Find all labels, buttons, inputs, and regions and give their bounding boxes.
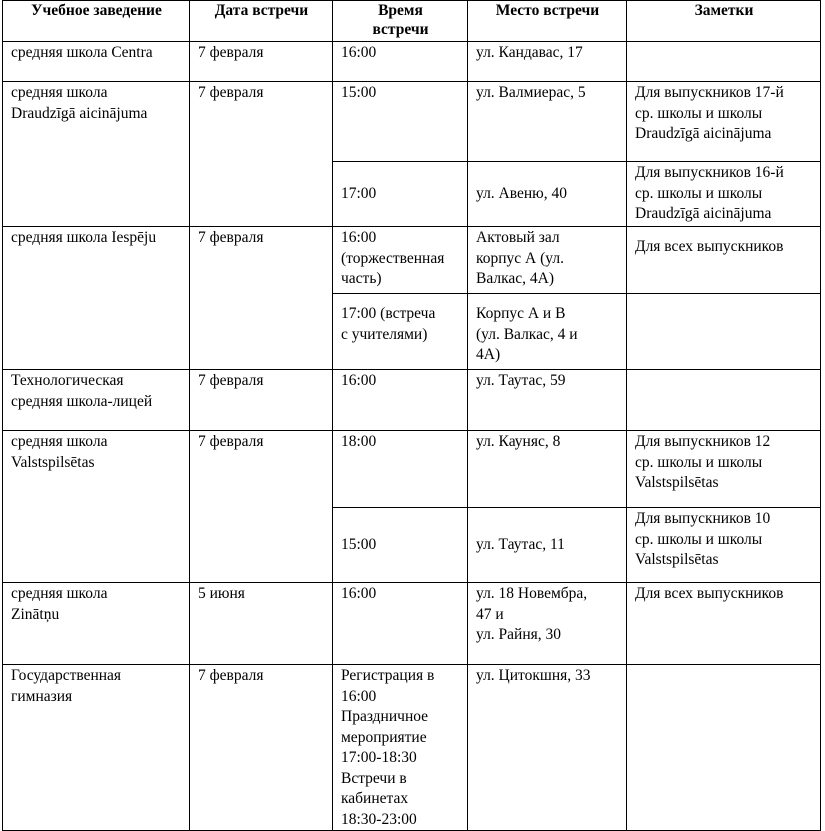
table-row: [3, 431, 821, 508]
header-row: [3, 1, 821, 42]
institution-cell: Технологическая средняя школа-лицей: [3, 370, 190, 431]
date-cell: 7 февраля: [190, 431, 333, 583]
institution-cell: Государственная гимназия: [3, 665, 190, 831]
time-cell: 16:00: [333, 42, 468, 82]
place-cell: ул. Валмиерас, 5: [468, 82, 627, 162]
table-row: [3, 82, 821, 162]
place-cell: ул. Кауняс, 8: [468, 431, 627, 508]
notes-cell: Для всех выпускников: [627, 583, 821, 665]
notes-cell: [627, 294, 821, 370]
place-cell: ул. 18 Новембра, 47 и ул. Райня, 30: [468, 583, 627, 665]
notes-cell: [627, 370, 821, 431]
table-row: [3, 227, 821, 294]
header-date: Дата встречи: [190, 1, 333, 42]
time-cell: Регистрация в 16:00 Праздничное мероприятие 17:00-18:30 Встречи в кабинетах 18:30-23:00: [333, 665, 468, 831]
institution-cell: средняя школа Iespēju: [3, 227, 190, 370]
date-cell: 7 февраля: [190, 82, 333, 227]
time-cell: 18:00: [333, 431, 468, 508]
institution-cell: средняя школа Draudzīgā aicinājuma: [3, 82, 190, 227]
place-cell: ул. Таутас, 59: [468, 370, 627, 431]
time-cell: 15:00: [333, 508, 468, 583]
institution-cell: средняя школа Zinātņu: [3, 583, 190, 665]
time-cell: 16:00: [333, 370, 468, 431]
notes-cell: Для выпускников 16-й ср. школы и школы Draudzīgā aicinājuma: [627, 162, 821, 227]
header-notes: Заметки: [627, 1, 821, 42]
meeting-schedule-table: [2, 0, 821, 831]
time-cell: 16:00: [333, 583, 468, 665]
place-cell: ул. Кандавас, 17: [468, 42, 627, 82]
place-cell: ул. Цитокшня, 33: [468, 665, 627, 831]
institution-cell: средняя школа Centra: [3, 42, 190, 82]
table-row: [3, 665, 821, 831]
time-cell: 15:00: [333, 82, 468, 162]
table-row: [3, 370, 821, 431]
date-cell: 7 февраля: [190, 42, 333, 82]
notes-cell: Для выпускников 12 ср. школы и школы Valstspilsētas: [627, 431, 821, 508]
table-row: [3, 583, 821, 665]
place-cell: Актовый зал корпус А (ул. Валкас, 4А): [468, 227, 627, 294]
date-cell: 7 февраля: [190, 370, 333, 431]
date-cell: 7 февраля: [190, 227, 333, 370]
table-row: [3, 42, 821, 82]
date-cell: 5 июня: [190, 583, 333, 665]
institution-cell: средняя школа Valstspilsētas: [3, 431, 190, 583]
notes-cell: Для всех выпускников: [627, 227, 821, 294]
time-cell: 17:00 (встреча с учителями): [333, 294, 468, 370]
header-time: Время встречи: [333, 1, 468, 42]
place-cell: Корпус А и В (ул. Валкас, 4 и 4А): [468, 294, 627, 370]
notes-cell: [627, 42, 821, 82]
notes-cell: Для выпускников 17-й ср. школы и школы Draudzīgā aicinājuma: [627, 82, 821, 162]
place-cell: ул. Таутас, 11: [468, 508, 627, 583]
time-cell: 17:00: [333, 162, 468, 227]
header-institution: Учебное заведение: [3, 1, 190, 42]
notes-cell: [627, 665, 821, 831]
date-cell: 7 февраля: [190, 665, 333, 831]
header-place: Место встречи: [468, 1, 627, 42]
place-cell: ул. Авеню, 40: [468, 162, 627, 227]
notes-cell: Для выпускников 10 ср. школы и школы Valstspilsētas: [627, 508, 821, 583]
time-cell: 16:00 (торжественная часть): [333, 227, 468, 294]
